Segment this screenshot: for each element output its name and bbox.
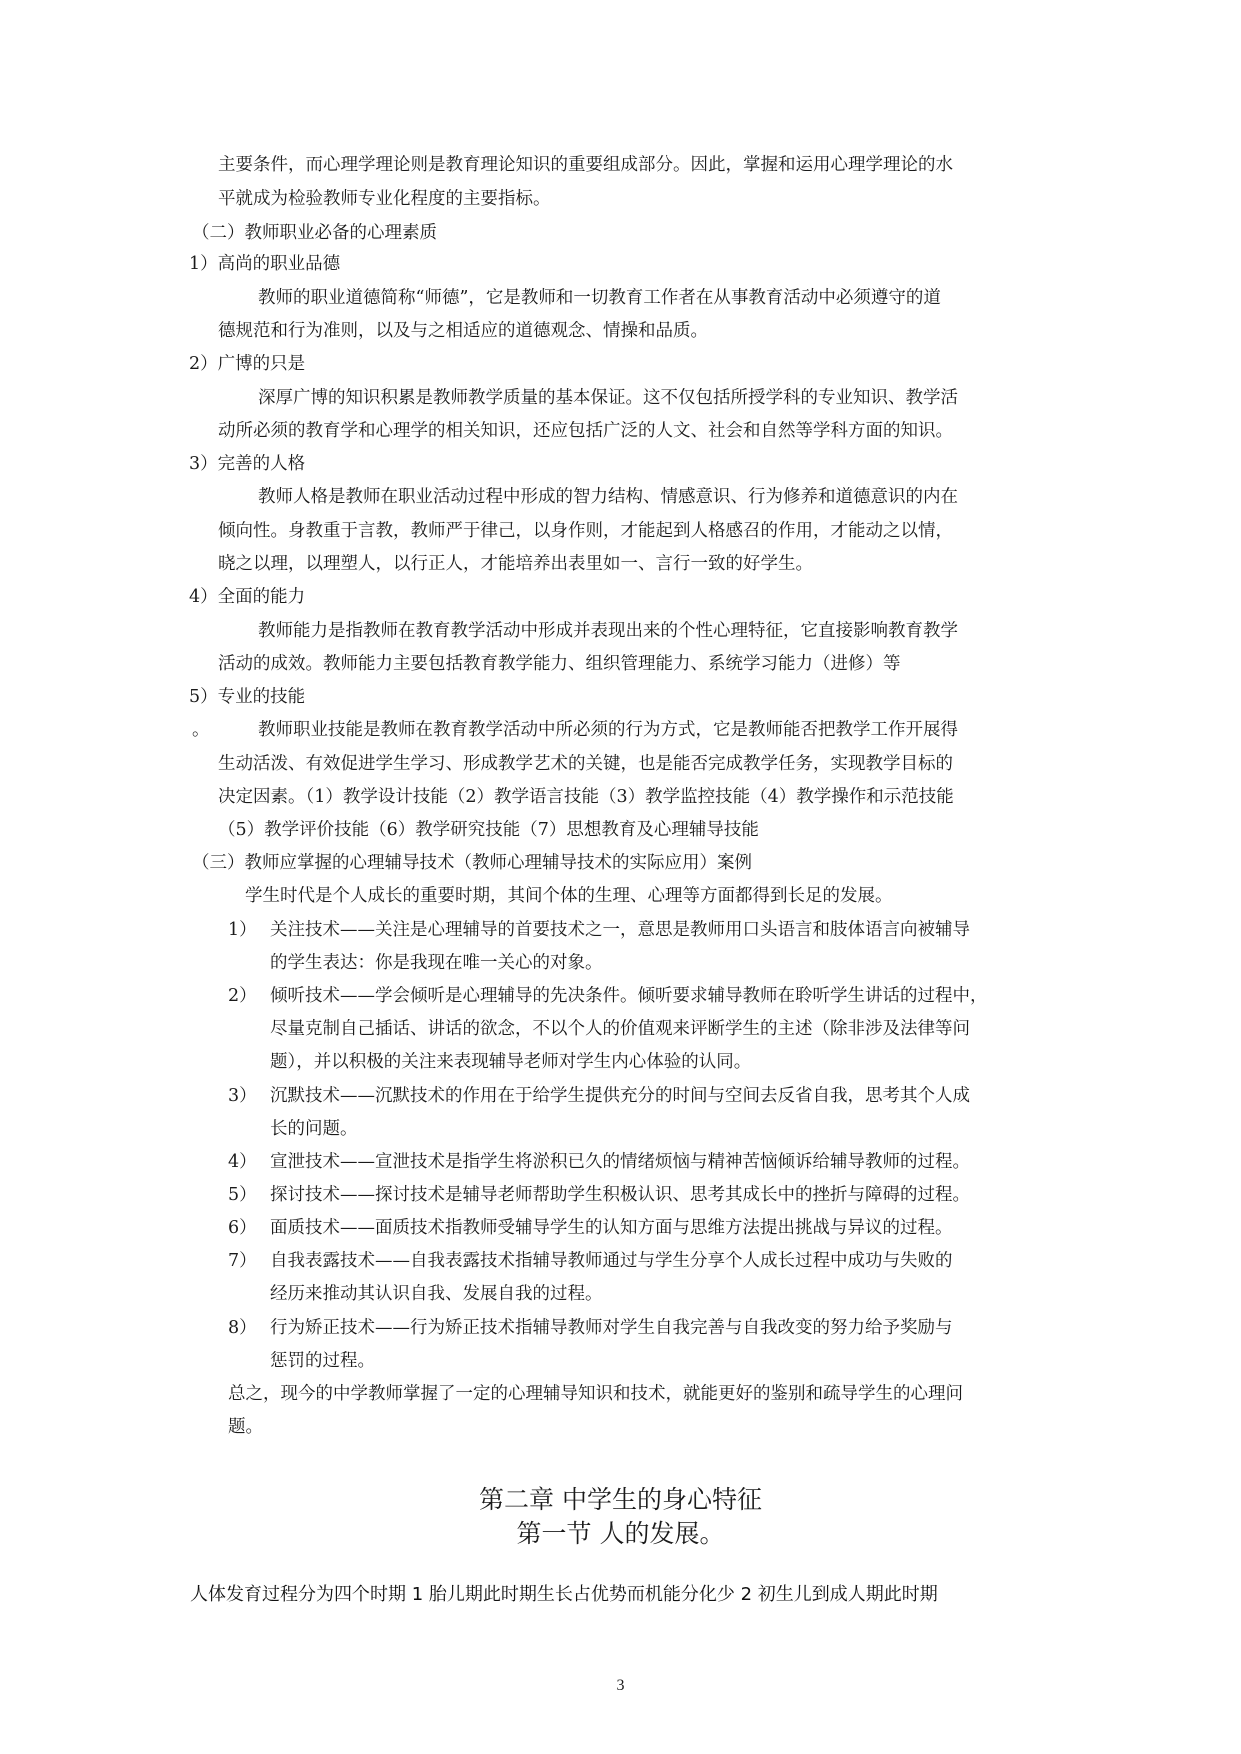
list-item-line: 惩罚的过程。 <box>270 1351 375 1371</box>
list-item-line: 经历来推动其认识自我、发展自我的过程。 <box>270 1284 603 1304</box>
chapter-intro-line: 人体发育过程分为四个时期 1 胎儿期此时期生长占优势而机能分化少 2 初生儿到成人期此时期 <box>190 1584 938 1605</box>
paragraph-line: （5）教学评价技能（6）教学研究技能（7）思想教育及心理辅导技能 <box>218 820 759 840</box>
list-number: 6） <box>228 1218 257 1238</box>
paragraph-line: 动所必须的教育学和心理学的相关知识，还应包括广泛的人文、社会和自然等学科方面的知识。 <box>218 421 953 441</box>
section-heading: （二）教师职业必备的心理素质 <box>192 223 437 243</box>
paragraph-line: 深厚广博的知识积累是教师教学质量的基本保证。这不仅包括所授学科的专业知识、教学活 <box>258 388 958 408</box>
paragraph-line: 晓之以理，以理塑人，以行正人，才能培养出表里如一、言行一致的好学生。 <box>218 554 813 574</box>
list-number: 2） <box>228 986 257 1006</box>
subsection-heading: 2）广博的只是 <box>189 354 306 374</box>
paragraph-line: 教师人格是教师在职业活动过程中形成的智力结构、情感意识、行为修养和道德意识的内在 <box>258 487 958 507</box>
list-number: 8） <box>228 1318 257 1338</box>
subsection-heading: 3）完善的人格 <box>189 454 306 474</box>
paragraph-line: 教师职业技能是教师在教育教学活动中所必须的行为方式，它是教师能否把教学工作开展得 <box>258 720 958 740</box>
paragraph-line: 生动活泼、有效促进学生学习、形成教学艺术的关键，也是能否完成教学任务，实现教学目标的 <box>218 754 953 774</box>
subsection-heading: 1）高尚的职业品德 <box>189 254 341 274</box>
list-item-line: 宣泄技术——宣泄技术是指学生将淤积已久的情绪烦恼与精神苦恼倾诉给辅导教师的过程。 <box>270 1152 970 1172</box>
list-item-line: 长的问题。 <box>270 1119 358 1139</box>
stray-period: 。 <box>192 720 210 740</box>
list-number: 1） <box>228 920 257 940</box>
paragraph-line: 决定因素。（1）教学设计技能（2）教学语言技能（3）教学监控技能（4）教学操作和示范技能 <box>218 787 954 807</box>
list-item-line: 关注技术——关注是心理辅导的首要技术之一，意思是教师用口头语言和肢体语言向被辅导 <box>270 920 970 940</box>
list-number: 7） <box>228 1251 257 1271</box>
list-item-line: 行为矫正技术——行为矫正技术指辅导教师对学生自我完善与自我改变的努力给予奖励与 <box>270 1318 953 1338</box>
list-item-line: 沉默技术——沉默技术的作用在于给学生提供充分的时间与空间去反省自我，思考其个人成 <box>270 1086 970 1106</box>
list-item-line: 探讨技术——探讨技术是辅导老师帮助学生积极认识、思考其成长中的挫折与障碍的过程。 <box>270 1185 970 1205</box>
list-item-line: 尽量克制自己插话、讲话的欲念，不以个人的价值观来评断学生的主述（除非涉及法律等问 <box>270 1019 970 1039</box>
subsection-heading: 4）全面的能力 <box>189 587 306 607</box>
page-number: 3 <box>616 1677 625 1694</box>
list-number: 4） <box>228 1152 257 1172</box>
paragraph-line: 总之，现今的中学教师掌握了一定的心理辅导知识和技术，就能更好的鉴别和疏导学生的心理问 <box>228 1384 963 1404</box>
chapter-title: 第二章 中学生的身心特征 <box>479 1485 762 1514</box>
list-item-line: 自我表露技术——自我表露技术指辅导教师通过与学生分享个人成长过程中成功与失败的 <box>270 1251 953 1271</box>
list-number: 5） <box>228 1185 257 1205</box>
paragraph-line: 教师的职业道德简称“师德”，它是教师和一切教育工作者在从事教育活动中必须遵守的道 <box>258 288 941 308</box>
paragraph-line: 倾向性。身教重于言教，教师严于律己，以身作则，才能起到人格感召的作用，才能动之以情， <box>218 521 953 541</box>
section-title: 第一节 人的发展。 <box>516 1519 725 1548</box>
list-item-line: 面质技术——面质技术指教师受辅导学生的认知方面与思维方法提出挑战与异议的过程。 <box>270 1218 953 1238</box>
list-item-line: 倾听技术——学会倾听是心理辅导的先决条件。倾听要求辅导教师在聆听学生讲话的过程中， <box>270 986 988 1006</box>
paragraph-line: 教师能力是指教师在教育教学活动中形成并表现出来的个性心理特征，它直接影响教育教学 <box>258 621 958 641</box>
paragraph-line: 德规范和行为准则，以及与之相适应的道德观念、情操和品质。 <box>218 321 708 341</box>
list-item-line: 题），并以积极的关注来表现辅导老师对学生内心体验的认同。 <box>270 1052 752 1072</box>
section-heading: （三）教师应掌握的心理辅导技术（教师心理辅导技术的实际应用）案例 <box>192 853 752 873</box>
paragraph-line: 活动的成效。教师能力主要包括教育教学能力、组织管理能力、系统学习能力（进修）等 <box>218 654 901 674</box>
paragraph-line: 主要条件，而心理学理论则是教育理论知识的重要组成部分。因此，掌握和运用心理学理论的水 <box>218 155 953 175</box>
paragraph-line: 题。 <box>228 1417 263 1437</box>
paragraph-line: 平就成为检验教师专业化程度的主要指标。 <box>218 189 551 209</box>
paragraph-line: 学生时代是个人成长的重要时期，其间个体的生理、心理等方面都得到长足的发展。 <box>245 886 893 906</box>
subsection-heading: 5）专业的技能 <box>189 687 306 707</box>
list-item-line: 的学生表达：你是我现在唯一关心的对象。 <box>270 953 603 973</box>
list-number: 3） <box>228 1086 257 1106</box>
